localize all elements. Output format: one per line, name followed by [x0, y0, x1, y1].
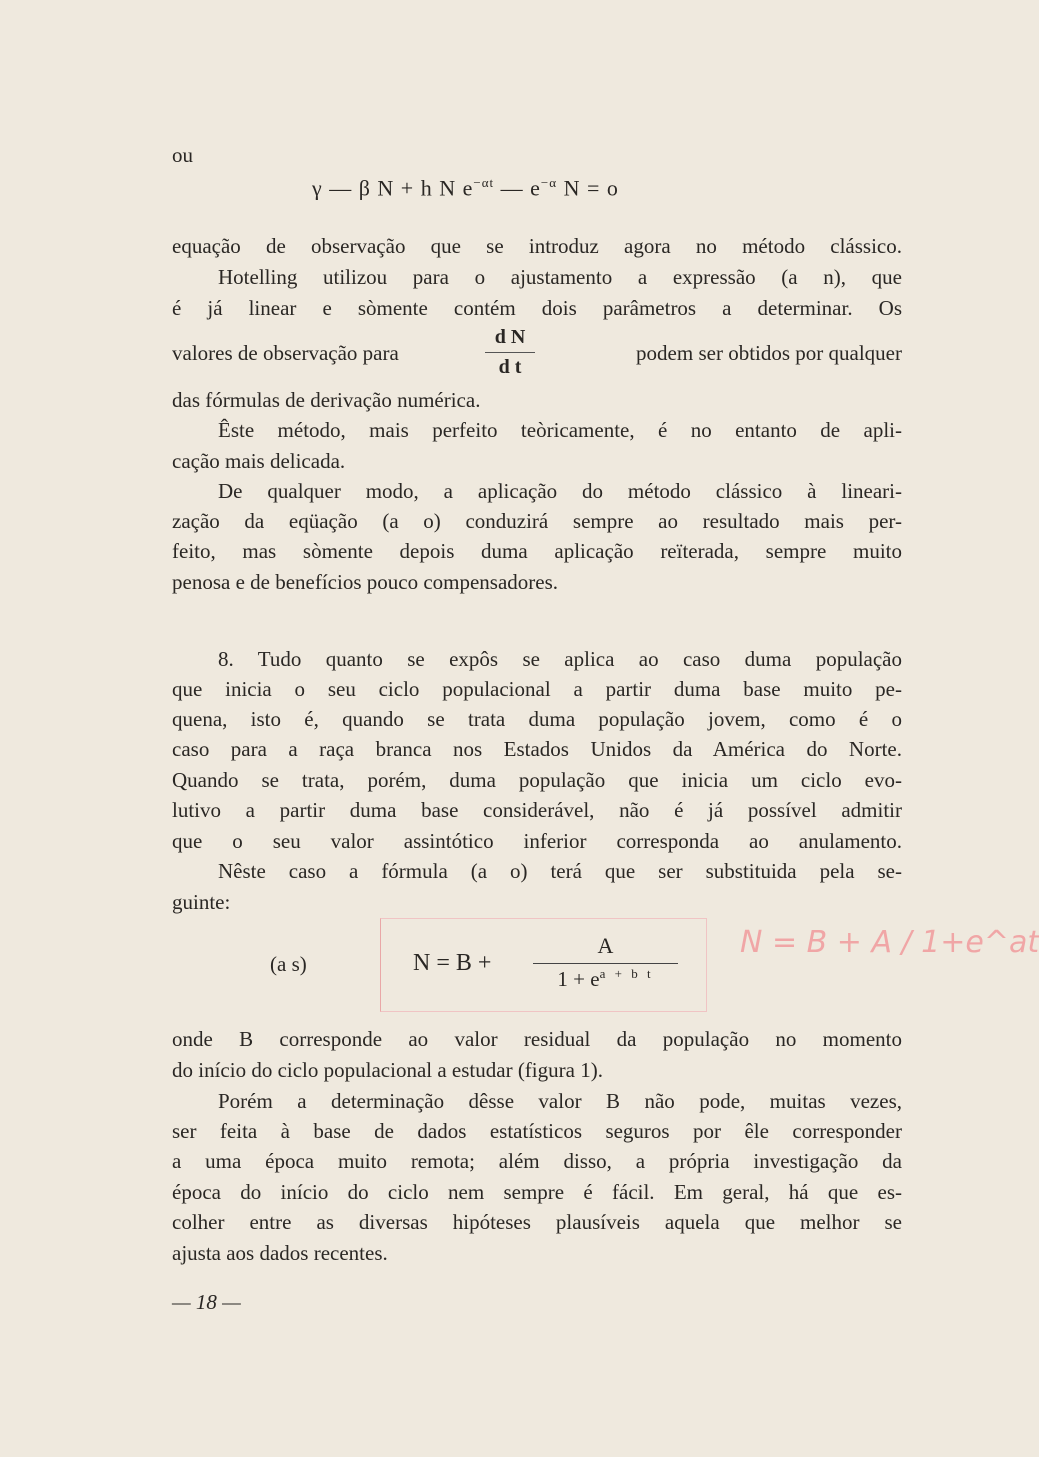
text-line: onde B corresponde ao valor residual da população no momento	[172, 1027, 902, 1051]
text-line: podem ser obtidos por qualquer	[636, 341, 902, 365]
text-line: guinte:	[172, 890, 231, 914]
word-ou: ou	[172, 143, 193, 167]
text-line: ser feita à base de dados estatísticos seguros por êle corresponder	[172, 1119, 902, 1143]
equation-observation: γ — β N + h N $e^{-\alpha t}$ — $e^{-\alpha}$ N = o	[312, 175, 619, 201]
text-line: valores de observação para	[172, 341, 399, 365]
text-line: ajusta aos dados recentes.	[172, 1241, 388, 1265]
text-line: De qualquer modo, a aplicação do método clássico à lineari-	[218, 479, 902, 503]
text-line: Nêste caso a fórmula (a o) terá que ser substituida pela se-	[218, 859, 902, 883]
text-line: que inicia o seu ciclo populacional a partir duma base muito pe-	[172, 677, 902, 701]
text-line: do início do ciclo populacional a estudar (figura 1).	[172, 1058, 603, 1082]
equation-fraction: A $1 + e^{a + b t}$	[533, 933, 678, 992]
text-line: é já linear e sòmente contém dois parâmetros a determinar. Os	[172, 296, 902, 320]
text-line: Êste método, mais perfeito teòricamente, é no entanto de apli-	[218, 418, 902, 442]
text-line: época do início do ciclo nem sempre é fácil. Em geral, há que es-	[172, 1180, 902, 1204]
text-line: colher entre as diversas hipóteses plausíveis aquela que melhor se	[172, 1210, 902, 1234]
text-line: caso para a raça branca nos Estados Unidos da América do Norte.	[172, 737, 902, 761]
text-line: Quando se trata, porém, duma população que inicia um ciclo evo-	[172, 768, 902, 792]
text-line: cação mais delicada.	[172, 449, 346, 473]
text-line: a uma época muito remota; além disso, a própria investigação da	[172, 1149, 902, 1173]
text-line: penosa e de benefícios pouco compensadores.	[172, 570, 559, 594]
text-line: quena, isto é, quando se trata duma população jovem, como é o	[172, 707, 902, 731]
equation-lhs: N = B +	[413, 950, 492, 976]
pencil-annotation: N = B + A / 1+e^at	[740, 925, 1039, 960]
text-line: 8. Tudo quanto se expôs se aplica ao caso duma população	[218, 647, 902, 671]
text-line: Hotelling utilizou para o ajustamento a expressão (a n), que	[218, 265, 902, 289]
text-line: Porém a determinação dêsse valor B não pode, muitas vezes,	[218, 1089, 902, 1113]
text-line: equação de observação que se introduz agora no método clássico.	[172, 234, 902, 258]
text-line: lutivo a partir duma base considerável, não é já possível admitir	[172, 798, 902, 822]
equation-label: (a s)	[270, 952, 307, 976]
page-number: — 18 —	[172, 1290, 241, 1314]
fraction-dn-dt: d N d t	[485, 326, 535, 379]
text-line: que o seu valor assintótico inferior corresponda ao anulamento.	[172, 829, 902, 853]
text-line: zação da eqüação (a o) conduzirá sempre ao resultado mais per-	[172, 509, 902, 533]
text-line: feito, mas sòmente depois duma aplicação reïterada, sempre muito	[172, 539, 902, 563]
text-line: das fórmulas de derivação numérica.	[172, 388, 481, 412]
